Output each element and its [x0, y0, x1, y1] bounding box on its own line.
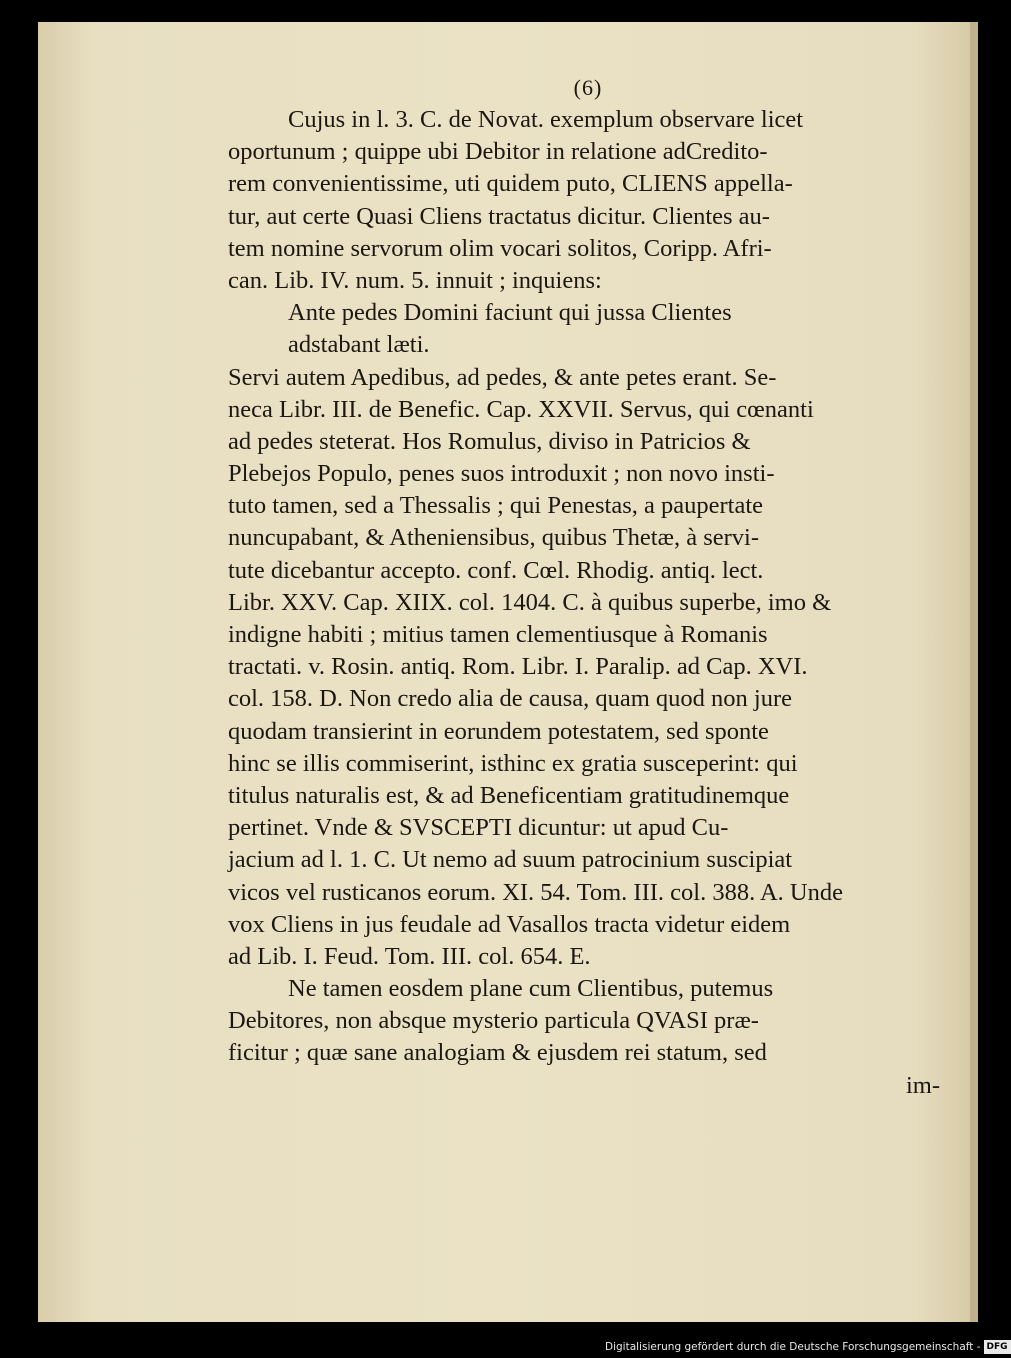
text-line: pertinet. Vnde & SVSCEPTI dicuntur: ut apud Cu-	[228, 814, 729, 842]
text-line: Libr. XXV. Cap. XIIX. col. 1404. C. à quibus superbe, imo &	[228, 588, 832, 616]
text-line: nuncupabant, & Atheniensibus, quibus Thetæ, à servi-	[228, 524, 759, 552]
text-line: hinc se illis commiserint, isthinc ex gratia susceperint: qui	[228, 749, 798, 777]
text-line: tractati. v. Rosin. antiq. Rom. Libr. I. Paralip. ad Cap. XVI.	[228, 653, 808, 681]
footer-credit	[605, 1338, 1011, 1356]
text-line: jacium ad l. 1. C. Ut nemo ad suum patrocinium suscipiat	[228, 846, 793, 874]
text-line: Servi autem Apedibus, ad pedes, & ante petes erant. Se-	[228, 363, 777, 391]
text-line: neca Libr. III. de Benefic. Cap. XXVII. Servus, qui cœnanti	[228, 395, 814, 423]
text-line: titulus naturalis est, & ad Beneficentiam gratitudinemque	[228, 781, 790, 809]
text-line: Ne tamen eosdem plane cum Clientibus, putemus	[288, 975, 774, 1003]
text-line: can. Lib. IV. num. 5. innuit ; inquiens:	[228, 266, 602, 294]
text-line: oportunum ; quippe ubi Debitor in relatione adCredito-	[228, 138, 768, 166]
text-line: col. 158. D. Non credo alia de causa, quam quod non jure	[228, 685, 793, 713]
text-line: ficitur ; quæ sane analogiam & ejusdem rei statum, sed	[228, 1039, 767, 1067]
text-line: ad pedes steterat. Hos Romulus, diviso in Patricios &	[228, 427, 751, 455]
catchword: im-	[905, 1071, 940, 1099]
verse-line: Ante pedes Domini faciunt qui jussa Clientes	[288, 299, 732, 327]
page-number: (6)	[573, 75, 603, 100]
text-line: Plebejos Populo, penes suos introduxit ; non novo insti-	[228, 460, 775, 488]
text-line: rem convenientissime, uti quidem puto, CLIENS appella-	[228, 170, 793, 198]
text-line: tur, aut certe Quasi Cliens tractatus dicitur. Clientes au-	[228, 202, 770, 230]
text-line: tem nomine servorum olim vocari solitos, Coripp. Afri-	[228, 234, 772, 262]
dfg-logo: DFG	[984, 1340, 1011, 1354]
scanned-page	[38, 22, 978, 1322]
text-line: tute dicebantur accepto. conf. Cœl. Rhodig. antiq. lect.	[228, 556, 764, 584]
text-line: vicos vel rusticanos eorum. XI. 54. Tom. III. col. 388. A. Unde	[228, 878, 843, 906]
text-line: vox Cliens in jus feudale ad Vasallos tracta videtur eidem	[228, 910, 791, 938]
footer-text: Digitalisierung gefördert durch die Deutsche Forschungsgemeinschaft -	[605, 1341, 981, 1353]
text-line: indigne habiti ; mitius tamen clementiusque à Romanis	[228, 621, 768, 648]
text-line: tuto tamen, sed a Thessalis ; qui Penestas, a paupertate	[228, 492, 764, 520]
text-line: ad Lib. I. Feud. Tom. III. col. 654. E.	[228, 942, 591, 970]
page-text	[228, 72, 948, 1102]
text-line: Cujus in l. 3. C. de Novat. exemplum observare licet	[288, 106, 804, 133]
text-line: Debitores, non absque mysterio particula QVASI præ-	[228, 1007, 759, 1035]
text-line: quodam transierint in eorundem potestatem, sed sponte	[228, 717, 769, 745]
verse-line: adstabant læti.	[288, 331, 430, 359]
